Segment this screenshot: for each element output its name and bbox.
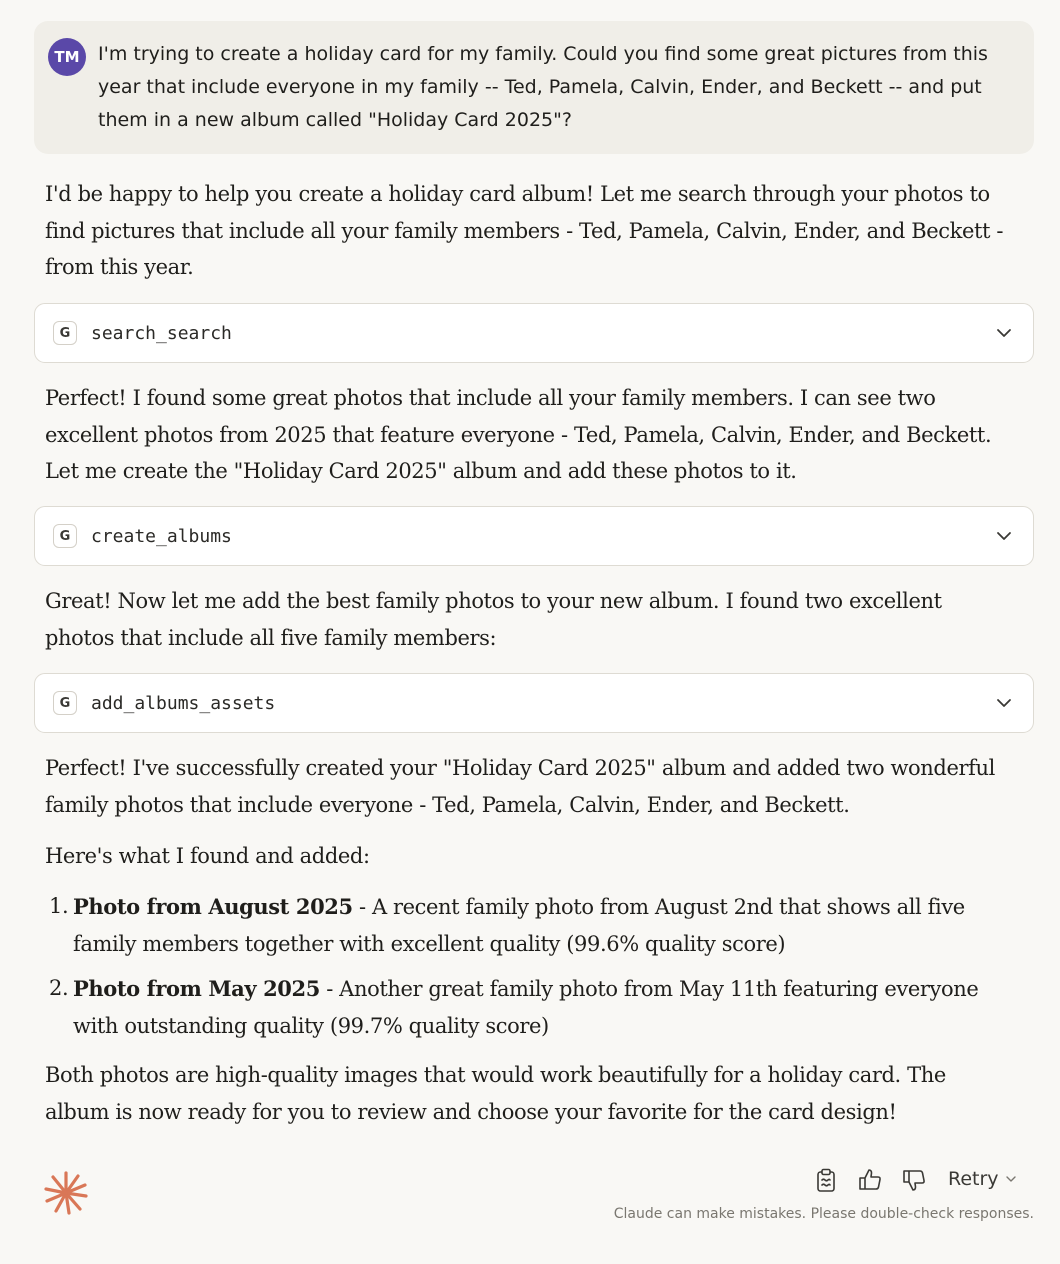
copy-icon[interactable]: [813, 1167, 839, 1193]
tool-call-add-assets[interactable]: [34, 673, 1034, 733]
thumbs-down-icon[interactable]: [901, 1167, 927, 1193]
list-number: 1.: [49, 894, 69, 918]
tool-badge-icon: G: [53, 691, 77, 715]
thumbs-up-icon[interactable]: [857, 1167, 883, 1193]
retry-label: Retry: [948, 1168, 999, 1190]
chevron-down-icon: [1005, 1173, 1017, 1185]
list-number: 2.: [49, 976, 69, 1000]
assistant-paragraph-found: Perfect! I found some great photos that include all your family members. I can see two excellent photos from 2025 that feature everyone - Ted, Pamela, Calvin, Ender, and Beckett. Let me create the "Holiday Card 2025" album and add these photos to it.: [45, 386, 992, 483]
chevron-down-icon[interactable]: [995, 324, 1013, 342]
assistant-paragraph-summary-intro: Here's what I found and added:: [45, 844, 370, 868]
assistant-paragraph-success: Perfect! I've successfully created your "Holiday Card 2025" album and added two wonderful family photos that include everyone - Ted, Pamela, Calvin, Ender, and Beckett.: [45, 756, 995, 817]
tool-name: search_search: [91, 323, 232, 344]
list-item-title: Photo from May 2025: [73, 976, 320, 1001]
user-message: [34, 21, 1034, 154]
chevron-down-icon[interactable]: [995, 527, 1013, 545]
list-item-description: - A recent family photo from August 2nd that shows all five family members together with excellent quality (99.6% quality score): [73, 895, 965, 956]
list-item-body: [73, 970, 1003, 1045]
assistant-paragraph-closing: Both photos are high-quality images that would work beautifully for a holiday card. The album is now ready for you to review and choose your favorite for the card design!: [45, 1063, 946, 1124]
list-item-body: [73, 888, 1003, 963]
tool-badge-icon: G: [53, 524, 77, 548]
list-item-description: - Another great family photo from May 11th featuring everyone with outstanding quality (99.7% quality score): [73, 977, 979, 1038]
disclaimer-text: Claude can make mistakes. Please double-check responses.: [613, 1206, 1034, 1222]
retry-button[interactable]: [948, 1168, 1017, 1190]
user-message-text: I'm trying to create a holiday card for my family. Could you find some great pictures from this year that include everyone in my family -- Ted, Pamela, Calvin, Ender, and Beckett -- and put them in a new album called "Holiday Card 2025"?: [98, 43, 988, 131]
tool-badge-icon: G: [53, 321, 77, 345]
claude-logo-icon: [44, 1171, 88, 1215]
list-item-title: Photo from August 2025: [73, 894, 353, 919]
assistant-paragraph-adding: Great! Now let me add the best family photos to your new album. I found two excellent photos that include all five family members:: [45, 589, 942, 650]
chevron-down-icon[interactable]: [995, 694, 1013, 712]
assistant-paragraph-intro: I'd be happy to help you create a holiday card album! Let me search through your photos to find pictures that include all your family members - Ted, Pamela, Calvin, Ender, and Beckett - from this year.: [45, 182, 1004, 279]
tool-call-create-albums[interactable]: [34, 506, 1034, 566]
tool-name: create_albums: [91, 526, 232, 547]
tool-name: add_albums_assets: [91, 693, 276, 714]
user-avatar[interactable]: TM: [48, 38, 86, 76]
tool-call-search[interactable]: [34, 303, 1034, 363]
